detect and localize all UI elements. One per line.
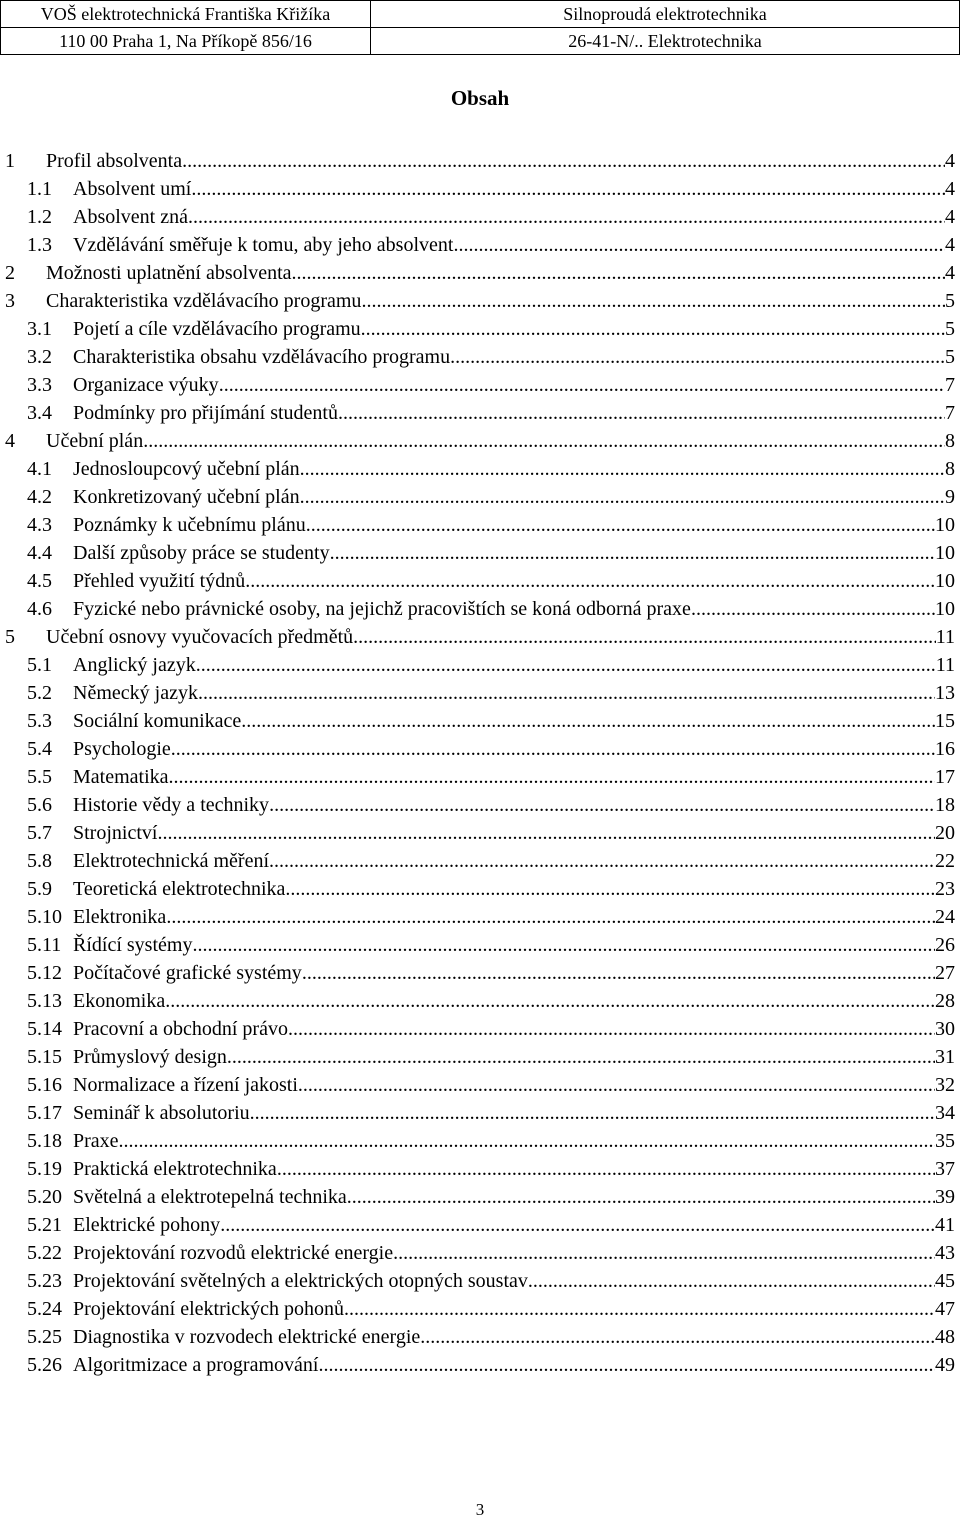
toc-entry-page: 13 [935, 682, 955, 704]
toc-entry[interactable] [0, 710, 955, 738]
toc-entry-number: 5.17 [27, 1102, 62, 1124]
toc-entry-number: 5.20 [27, 1186, 62, 1208]
toc-dot-leader [192, 934, 935, 957]
toc-entry[interactable] [0, 1354, 955, 1382]
toc-entry[interactable] [0, 1158, 955, 1186]
toc-entry[interactable] [0, 822, 955, 850]
toc-entry-title: Organizace výuky [73, 374, 219, 396]
toc-entry[interactable] [0, 850, 955, 878]
toc-entry[interactable] [0, 346, 955, 374]
toc-entry-title: Poznámky k učebnímu plánu [73, 514, 306, 536]
toc-entry-page: 4 [945, 234, 955, 256]
toc-entry-title: Jednosloupcový učební plán [73, 458, 300, 480]
toc-entry-title: Přehled využití týdnů [73, 570, 246, 592]
toc-entry[interactable] [0, 1130, 955, 1158]
toc-dot-leader [691, 598, 935, 621]
toc-entry-title: Ekonomika [73, 990, 166, 1012]
header-school: VOŠ elektrotechnická Františka Křižíka [1, 1, 371, 28]
toc-entry-title: Pojetí a cíle vzdělávacího programu [73, 318, 361, 340]
toc-entry-number: 5.25 [27, 1326, 62, 1348]
toc-entry-title: Světelná a elektrotepelná technika [73, 1186, 347, 1208]
toc-entry[interactable] [0, 738, 955, 766]
toc-entry-number: 3.1 [27, 318, 52, 340]
toc-entry-page: 26 [935, 934, 955, 956]
toc-entry-title: Historie vědy a techniky [73, 794, 270, 816]
toc-entry-number: 1.1 [27, 178, 52, 200]
toc-entry-number: 3 [5, 290, 15, 312]
toc-entry-number: 1 [5, 150, 15, 172]
toc-entry-number: 5.6 [27, 794, 52, 816]
toc-entry[interactable] [0, 878, 955, 906]
toc-dot-leader [245, 570, 935, 593]
toc-entry-page: 34 [935, 1102, 955, 1124]
toc-entry-title: Projektování elektrických pohonů [73, 1298, 345, 1320]
toc-entry-page: 47 [935, 1298, 955, 1320]
toc-entry[interactable] [0, 262, 955, 290]
toc-entry-title: Sociální komunikace [73, 710, 242, 732]
toc-entry[interactable] [0, 1214, 955, 1242]
toc-dot-leader [450, 346, 945, 369]
toc-entry-number: 5 [5, 626, 15, 648]
toc-dot-leader [344, 1298, 935, 1321]
toc-entry[interactable] [0, 458, 955, 486]
toc-entry-title: Strojnictví [73, 822, 158, 844]
toc-entry[interactable] [0, 1326, 955, 1354]
toc-dot-leader [453, 234, 945, 257]
toc-entry-page: 11 [935, 626, 955, 648]
toc-dot-leader [420, 1326, 935, 1349]
toc-dot-leader [393, 1242, 935, 1265]
toc-entry-number: 1.2 [27, 206, 52, 228]
toc-dot-leader [528, 1270, 935, 1293]
toc-entry-title: Projektování rozvodů elektrické energie [73, 1242, 394, 1264]
header-address: 110 00 Praha 1, Na Příkopě 856/16 [1, 28, 371, 55]
toc-entry-number: 5.14 [27, 1018, 62, 1040]
toc-dot-leader [250, 1102, 935, 1125]
toc-entry-title: Algoritmizace a programování [73, 1354, 319, 1376]
toc-entry-title: Teoretická elektrotechnika [73, 878, 286, 900]
toc-dot-leader [353, 626, 936, 649]
toc-entry-title: Seminář k absolutoriu [73, 1102, 250, 1124]
toc-dot-leader [188, 206, 945, 229]
toc-entry-page: 10 [935, 542, 955, 564]
page-number: 3 [475, 1500, 485, 1519]
toc-entry-title: Projektování světelných a elektrických otopných soustav [73, 1270, 528, 1292]
toc-entry-number: 4 [5, 430, 15, 452]
toc-entry-number: 3.4 [27, 402, 52, 424]
toc-entry[interactable] [0, 402, 955, 430]
toc-dot-leader [143, 430, 945, 453]
toc-entry[interactable] [0, 1298, 955, 1326]
toc-dot-leader [338, 402, 945, 425]
toc-entry-title: Německý jazyk [73, 682, 198, 704]
toc-dot-leader [196, 654, 936, 677]
toc-entry[interactable] [0, 682, 955, 710]
toc-entry-page: 5 [945, 290, 955, 312]
toc-entry-page: 17 [935, 766, 955, 788]
toc-entry-title: Absolvent zná [73, 206, 188, 228]
toc-entry[interactable] [0, 206, 955, 234]
toc-entry[interactable] [0, 178, 955, 206]
toc-entry-page: 43 [935, 1242, 955, 1264]
toc-entry-title: Průmyslový design [73, 1046, 227, 1068]
toc-entry-number: 4.3 [27, 514, 52, 536]
toc-entry[interactable] [0, 1018, 955, 1046]
toc-dot-leader [166, 906, 935, 929]
toc-entry-number: 5.4 [27, 738, 52, 760]
page-title: Obsah [450, 86, 510, 110]
toc-entry[interactable] [0, 570, 955, 598]
toc-entry-page: 4 [945, 178, 955, 200]
toc-entry-page: 31 [935, 1046, 955, 1068]
toc-dot-leader [361, 318, 945, 341]
toc-entry-page: 24 [935, 906, 955, 928]
toc-entry-page: 15 [935, 710, 955, 732]
toc-entry-title: Další způsoby práce se studenty [73, 542, 330, 564]
toc-entry[interactable] [0, 1046, 955, 1074]
toc-dot-leader [361, 290, 945, 313]
toc-entry-page: 10 [935, 570, 955, 592]
toc-entry-number: 5.8 [27, 850, 52, 872]
toc-entry-number: 5.10 [27, 906, 62, 928]
toc-entry[interactable] [0, 990, 955, 1018]
toc-entry-number: 1.3 [27, 234, 52, 256]
toc-entry[interactable] [0, 1270, 955, 1298]
toc-entry[interactable] [0, 1186, 955, 1214]
toc-dot-leader [182, 150, 945, 173]
toc-dot-leader [300, 486, 945, 509]
toc-entry[interactable] [0, 1102, 955, 1130]
toc-entry-page: 23 [935, 878, 955, 900]
toc-entry-number: 5.18 [27, 1130, 62, 1152]
toc-dot-leader [219, 374, 945, 397]
toc-entry-number: 5.24 [27, 1298, 62, 1320]
toc-dot-leader [198, 682, 935, 705]
toc-entry-page: 4 [945, 150, 955, 172]
toc-entry-page: 35 [935, 1130, 955, 1152]
toc-entry-number: 5.26 [27, 1354, 62, 1376]
toc-entry[interactable] [0, 794, 955, 822]
toc-dot-leader [119, 1130, 935, 1153]
toc-entry-page: 4 [945, 262, 955, 284]
toc-entry-page: 7 [945, 402, 955, 424]
toc-entry-title: Praxe [73, 1130, 119, 1152]
toc-entry-title: Možnosti uplatnění absolventa [46, 262, 292, 284]
toc-entry-number: 5.16 [27, 1074, 62, 1096]
toc-entry[interactable] [0, 906, 955, 934]
toc-entry-number: 3.2 [27, 346, 52, 368]
toc-entry[interactable] [0, 598, 955, 626]
toc-entry-page: 7 [945, 374, 955, 396]
toc-entry-title: Konkretizovaný učební plán [73, 486, 300, 508]
toc-entry-number: 5.13 [27, 990, 62, 1012]
toc-entry[interactable] [0, 290, 955, 318]
toc-entry-page: 39 [935, 1186, 955, 1208]
toc-entry-title: Charakteristika obsahu vzdělávacího programu [73, 346, 451, 368]
toc-entry-title: Elektrotechnická měření [73, 850, 270, 872]
toc-entry-number: 3.3 [27, 374, 52, 396]
toc-dot-leader [220, 1214, 935, 1237]
toc-entry-title: Učební osnovy vyučovacích předmětů [46, 626, 354, 648]
toc-dot-leader [227, 1046, 935, 1069]
toc-dot-leader [191, 178, 945, 201]
toc-entry-number: 5.22 [27, 1242, 62, 1264]
toc-entry-number: 5.19 [27, 1158, 62, 1180]
toc-entry-page: 10 [935, 598, 955, 620]
toc-entry-title: Psychologie [73, 738, 171, 760]
toc-entry[interactable] [0, 318, 955, 346]
toc-entry-page: 20 [935, 822, 955, 844]
toc-entry-number: 4.5 [27, 570, 52, 592]
toc-entry-page: 41 [935, 1214, 955, 1236]
toc-entry[interactable] [0, 934, 955, 962]
toc-entry[interactable] [0, 514, 955, 542]
toc-entry-page: 10 [935, 514, 955, 536]
toc-dot-leader [241, 710, 935, 733]
toc-entry-page: 49 [935, 1354, 955, 1376]
toc-entry-page: 48 [935, 1326, 955, 1348]
toc-entry-number: 5.23 [27, 1270, 62, 1292]
toc-entry-title: Praktická elektrotechnika [73, 1158, 277, 1180]
toc-entry[interactable] [0, 150, 955, 178]
toc-entry-title: Podmínky pro přijímání studentů [73, 402, 338, 424]
toc-entry-page: 11 [935, 654, 955, 676]
toc-entry-number: 5.15 [27, 1046, 62, 1068]
toc-entry-page: 32 [935, 1074, 955, 1096]
toc-entry-page: 5 [945, 318, 955, 340]
toc-dot-leader [292, 262, 945, 285]
toc-entry[interactable] [0, 766, 955, 794]
toc-entry-number: 4.2 [27, 486, 52, 508]
toc-dot-leader [306, 514, 935, 537]
toc-dot-leader [169, 766, 935, 789]
toc-entry-title: Anglický jazyk [73, 654, 196, 676]
toc-entry-number: 5.9 [27, 878, 52, 900]
toc-entry-number: 4.6 [27, 598, 52, 620]
header-field: Silnoproudá elektrotechnika [371, 1, 960, 28]
toc-entry-title: Učební plán [46, 430, 144, 452]
toc-entry-title: Profil absolventa [46, 150, 183, 172]
toc-entry-title: Vzdělávání směřuje k tomu, aby jeho absolvent [73, 234, 454, 256]
toc-dot-leader [288, 1018, 935, 1041]
toc-dot-leader [347, 1186, 935, 1209]
toc-entry-page: 30 [935, 1018, 955, 1040]
toc-entry-page: 5 [945, 346, 955, 368]
toc-entry[interactable] [0, 374, 955, 402]
toc-entry-title: Elektrické pohony [73, 1214, 221, 1236]
toc-entry-number: 5.3 [27, 710, 52, 732]
toc-entry-title: Diagnostika v rozvodech elektrické energie [73, 1326, 421, 1348]
toc-dot-leader [269, 850, 935, 873]
toc-entry-title: Elektronika [73, 906, 167, 928]
toc-dot-leader [330, 542, 935, 565]
toc-dot-leader [157, 822, 935, 845]
toc-entry[interactable] [0, 626, 955, 654]
toc-entry-number: 5.21 [27, 1214, 62, 1236]
page-header [0, 0, 960, 55]
toc-entry[interactable] [0, 486, 955, 514]
toc-dot-leader [302, 962, 935, 985]
toc-entry-title: Normalizace a řízení jakosti [73, 1074, 298, 1096]
toc-entry[interactable] [0, 654, 955, 682]
toc-entry[interactable] [0, 1074, 955, 1102]
toc-entry-page: 45 [935, 1270, 955, 1292]
toc-entry-number: 5.7 [27, 822, 52, 844]
toc-entry-title: Charakteristika vzdělávacího programu [46, 290, 362, 312]
toc-entry[interactable] [0, 962, 955, 990]
toc-dot-leader [269, 794, 935, 817]
toc-dot-leader [300, 458, 945, 481]
toc-dot-leader [285, 878, 935, 901]
toc-entry-number: 5.11 [27, 934, 62, 956]
header-code: 26-41-N/.. Elektrotechnika [371, 28, 960, 55]
toc-entry-page: 18 [935, 794, 955, 816]
toc-entry-page: 27 [935, 962, 955, 984]
toc-entry-page: 28 [935, 990, 955, 1012]
toc-entry-page: 16 [935, 738, 955, 760]
toc-entry-number: 4.1 [27, 458, 52, 480]
toc-entry-page: 8 [945, 458, 955, 480]
toc-dot-leader [277, 1158, 935, 1181]
toc-entry-title: Pracovní a obchodní právo [73, 1018, 288, 1040]
toc-entry-title: Řídící systémy [73, 934, 193, 956]
toc-entry-title: Absolvent umí [73, 178, 192, 200]
toc-entry-number: 5.12 [27, 962, 62, 984]
toc-dot-leader [318, 1354, 935, 1377]
toc-entry-page: 22 [935, 850, 955, 872]
toc-entry-number: 2 [5, 262, 15, 284]
toc-entry-page: 37 [935, 1158, 955, 1180]
toc-dot-leader [171, 738, 935, 761]
toc-entry[interactable] [0, 234, 955, 262]
toc-entry-number: 5.1 [27, 654, 52, 676]
toc-entry-number: 5.2 [27, 682, 52, 704]
toc-entry[interactable] [0, 542, 955, 570]
toc-entry-page: 9 [945, 486, 955, 508]
toc-entry-title: Počítačové grafické systémy [73, 962, 302, 984]
toc-entry[interactable] [0, 1242, 955, 1270]
toc-entry-number: 4.4 [27, 542, 52, 564]
toc-entry-title: Fyzické nebo právnické osoby, na jejichž pracovištích se koná odborná praxe [73, 598, 691, 620]
toc-entry-page: 8 [945, 430, 955, 452]
toc-dot-leader [298, 1074, 935, 1097]
toc-dot-leader [165, 990, 935, 1013]
toc-entry-number: 5.5 [27, 766, 52, 788]
toc-entry[interactable] [0, 430, 955, 458]
toc-entry-title: Matematika [73, 766, 169, 788]
toc-entry-page: 4 [945, 206, 955, 228]
